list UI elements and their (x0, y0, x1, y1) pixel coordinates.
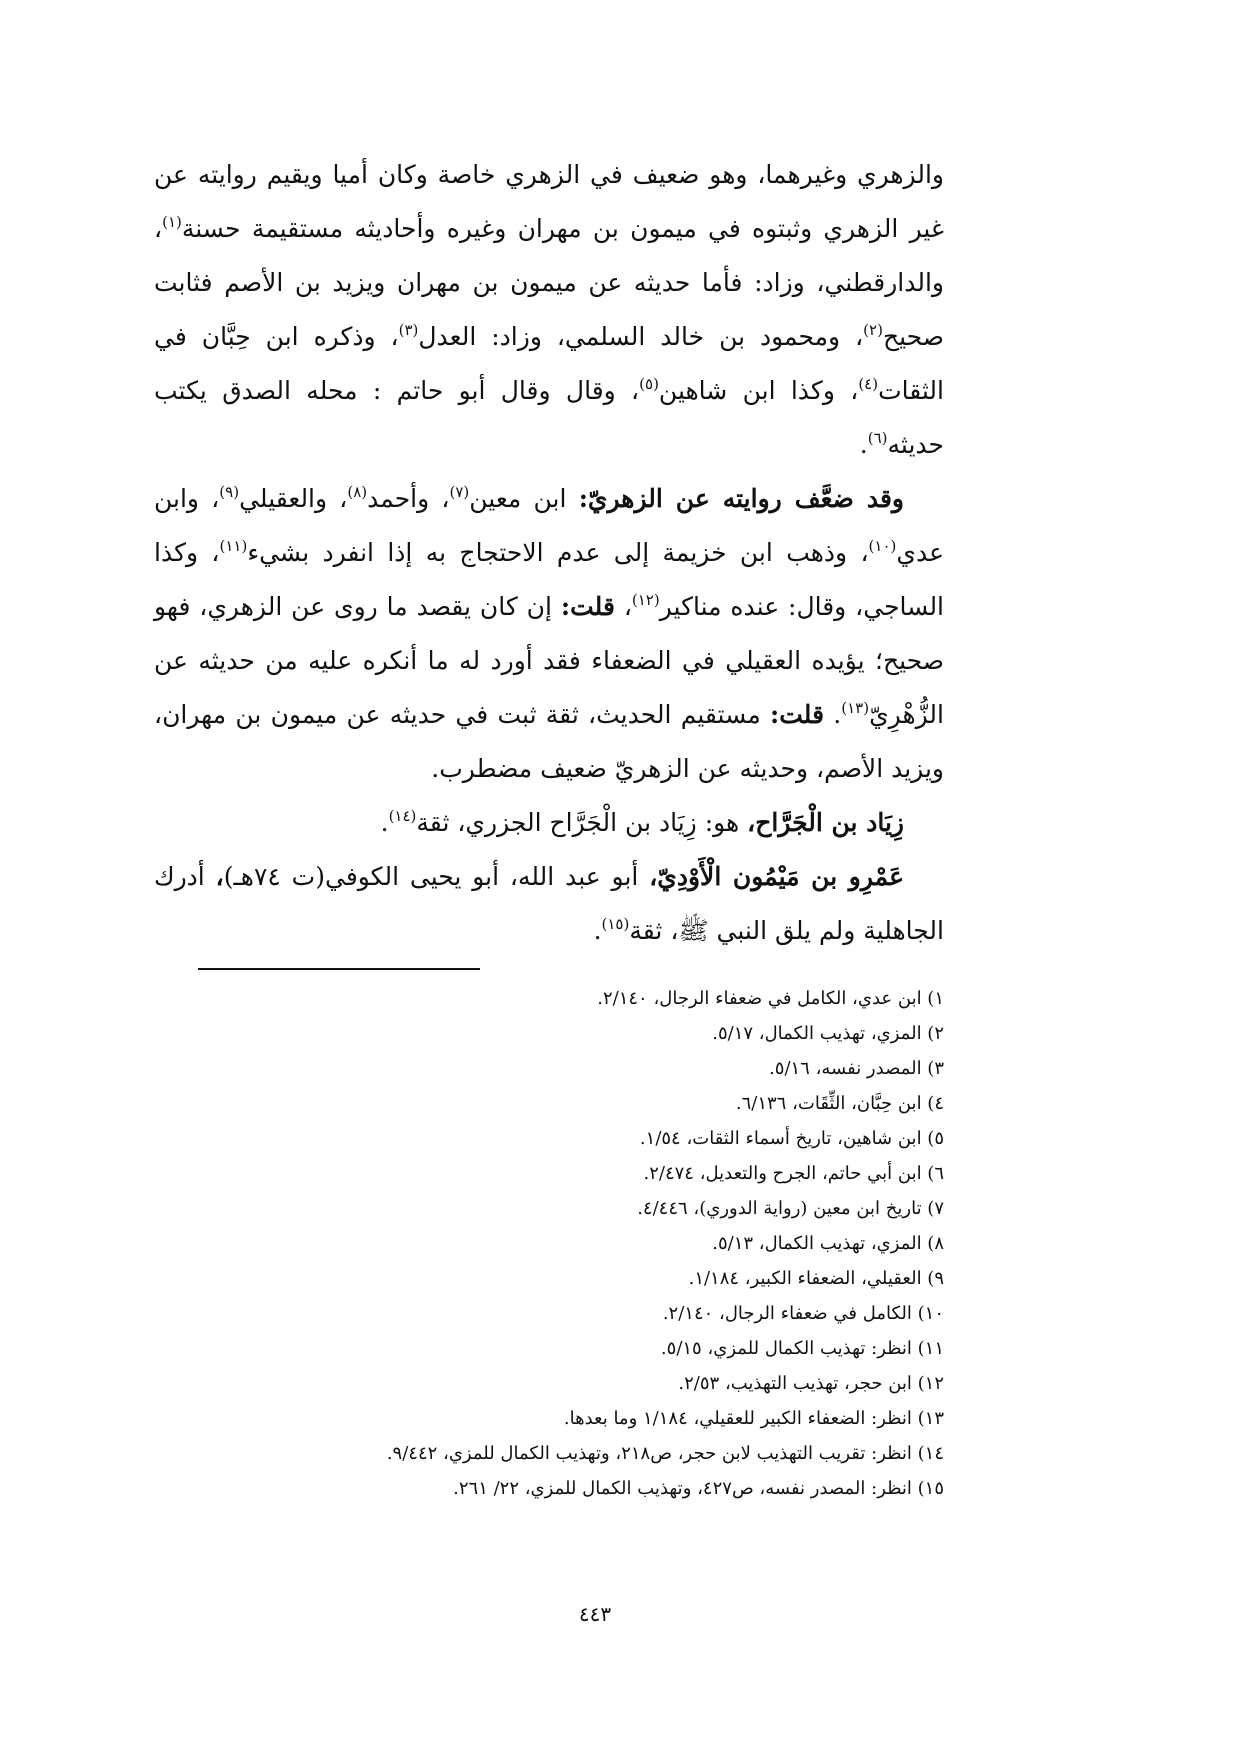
footnote-item: ٦) ابن أبي حاتم، الجرح والتعديل، ٢/٤٧٤. (643, 1163, 944, 1184)
footnote-ref-11[interactable]: (١١) (219, 537, 248, 555)
paragraph-1 (154, 148, 944, 472)
text-run: . (380, 808, 389, 837)
text-run: ، (614, 592, 632, 621)
paragraph-2 (154, 472, 944, 796)
paragraph-3 (154, 796, 944, 850)
footnote-ref-9[interactable]: (٩) (219, 483, 240, 501)
narrator-name: زِيَاد بن الْجَرَّاح، (747, 808, 904, 837)
page-number: ٤٤٣ (578, 1602, 612, 1626)
footnote-item: ٩) العقيلي، الضعفاء الكبير، ١/١٨٤. (688, 1268, 944, 1289)
footnote-ref-13[interactable]: (١٣) (841, 699, 870, 717)
footnote-item: ٥) ابن شاهين، تاريخ أسماء الثقات، ١/٥٤. (639, 1128, 944, 1149)
text-run: ، وابن عدي (154, 484, 944, 567)
paragraph-4 (154, 850, 944, 958)
bold-qult: قلت: (560, 592, 615, 621)
footnote-item: ٤) ابن حِبَّان، الثِّقَات، ٦/١٣٦. (735, 1093, 944, 1114)
text-run: أبو عبد الله، أبو يحيى الكوفي(ت ٧٤هـ) (223, 862, 650, 891)
footnote-ref-5[interactable]: (٥) (639, 375, 659, 393)
text-run: ، وذكره ابن حِبَّان في الثقات (154, 322, 944, 405)
footnote-item: ٨) المزي، تهذيب الكمال، ٥/١٣. (712, 1233, 944, 1254)
text-run: ، وقال وقال أبو حاتم : محله الصدق يكتب حديثه (154, 376, 944, 459)
footnote-ref-10[interactable]: (١٠) (868, 537, 897, 555)
footnote-item: ١٥) انظر: المصدر نفسه، ص٤٢٧، وتهذيب الكمال للمزي، ٢٢/ ٢٦١. (453, 1478, 944, 1499)
main-text (154, 148, 944, 958)
text-run: ، وأحمد (367, 484, 450, 513)
footnote-item: ١٢) ابن حجر، تهذيب التهذيب، ٢/٥٣. (678, 1373, 944, 1394)
footnote-item: ٣) المصدر نفسه، ٥/١٦. (769, 1058, 944, 1079)
footnote-ref-6[interactable]: (٦) (867, 429, 888, 447)
footnote-divider (198, 968, 480, 970)
text-run: . (859, 430, 868, 459)
footnote-item: ١١) انظر: تهذيب الكمال للمزي، ٥/١٥. (660, 1338, 944, 1359)
text-run: ، وذهب ابن خزيمة إلى عدم الاحتجاج به إذا انفرد بشيء (247, 538, 869, 567)
footnote-ref-7[interactable]: (٧) (449, 483, 470, 501)
text-run: ، وكذا ابن شاهين (658, 376, 859, 405)
text-run: هو: زِيَاد بن الْجَرَّاح الجزري، ثقة (416, 808, 748, 837)
text-run: . (824, 700, 842, 729)
footnote-ref-8[interactable]: (٨) (347, 483, 368, 501)
text-run: ، وكذا الساجي، وقال: عنده مناكير (154, 538, 945, 621)
footnotes-list (154, 981, 944, 1506)
text-run: ، ومحمود بن خالد السلمي، وزاد: العدل (418, 322, 864, 351)
footnote-ref-3[interactable]: (٣) (398, 321, 419, 339)
text-run: ، والدارقطني، وزاد: فأما حديثه عن ميمون بن مهران ويزيد بن الأصم فثابت صحيح (154, 214, 944, 351)
footnote-ref-15[interactable]: (١٥) (601, 915, 630, 933)
text-run: ، والعقيلي (239, 484, 348, 513)
text-run: . (593, 916, 602, 945)
footnote-ref-1[interactable]: (١) (162, 213, 182, 231)
footnote-ref-2[interactable]: (٢) (863, 321, 883, 339)
bold-qult: قلت: (770, 700, 825, 729)
text-run: ابن معين (469, 484, 579, 513)
footnote-item: ١) ابن عدي، الكامل في ضعفاء الرجال، ٢/١٤٠. (597, 988, 944, 1009)
footnote-item: ١٠) الكامل في ضعفاء الرجال، ٢/١٤٠. (662, 1303, 944, 1324)
text-run: أدرك الجاهلية ولم يلق النبي ﷺ، ثقة (154, 862, 944, 945)
text-run: والزهري وغيرهما، وهو ضعيف في الزهري خاصة وكان أميا ويقيم روايته عن غير الزهري وثبتوه في ميمون بن مهران وغيره وأحاديثه مستقيمة حسنة (154, 160, 944, 243)
footnote-ref-14[interactable]: (١٤) (388, 807, 417, 825)
footnote-item: ٧) تاريخ ابن معين (رواية الدوري)، ٤/٤٤٦. (637, 1198, 944, 1219)
text-run: مستقيم الحديث، ثقة ثبت في حديثه عن ميمون بن مهران، ويزيد الأصم، وحديثه عن الزهريّ ضعيف مضطرب. (154, 700, 944, 783)
text-run: إن كان يقصد ما روى عن الزهري، فهو صحيح؛ يؤيده العقيلي في الضعفاء فقد أورد له ما أنكره عليه من حديثه عن الزُّهْرِيّ (154, 592, 944, 729)
footnote-item: ١٤) انظر: تقريب التهذيب لابن حجر، ص٢١٨، وتهذيب الكمال للمزي، ٩/٤٤٢. (386, 1443, 944, 1464)
footnote-ref-12[interactable]: (١٢) (631, 591, 660, 609)
narrator-name: عَمْرِو بن مَيْمُون الْأَوْدِيّ، (649, 862, 904, 891)
footnote-ref-4[interactable]: (٤) (858, 375, 879, 393)
bold-comma: ، (215, 862, 224, 891)
footnote-item: ١٣) انظر: الضعفاء الكبير للعقيلي، ١/١٨٤ وما بعدها. (563, 1408, 944, 1429)
footnote-item: ٢) المزي، تهذيب الكمال، ٥/١٧. (712, 1023, 944, 1044)
bold-heading: وقد ضعَّف روايته عن الزهريّ: (578, 484, 904, 513)
